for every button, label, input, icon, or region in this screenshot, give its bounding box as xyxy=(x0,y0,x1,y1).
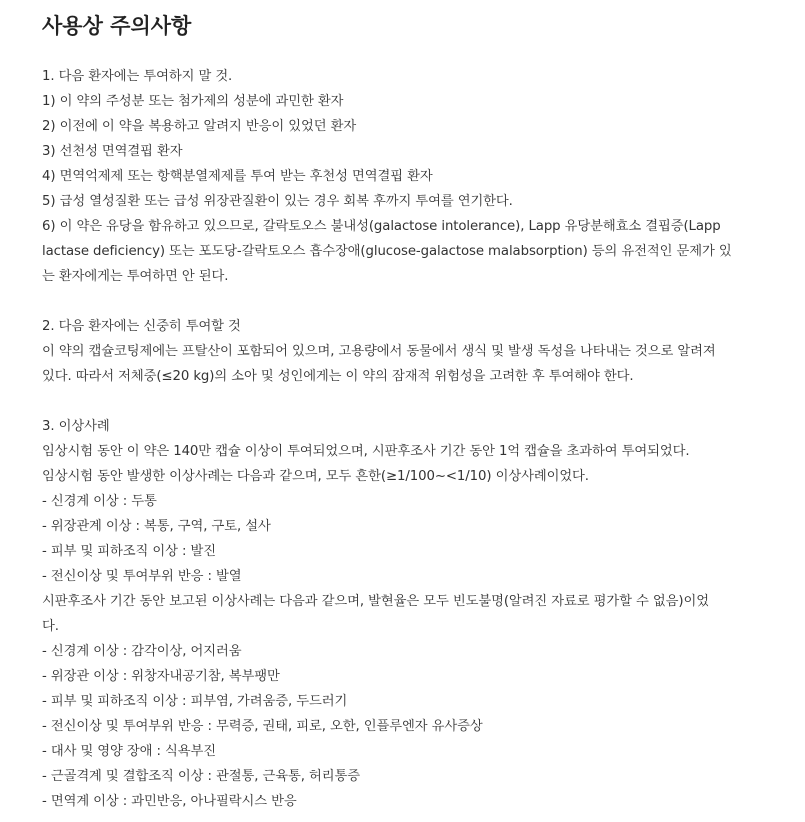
list-item: - 신경계 이상 : 두통 xyxy=(42,494,157,509)
list-item: - 근골격계 및 결합조직 이상 : 관절통, 근육통, 허리통증 xyxy=(42,769,360,784)
list-item: - 전신이상 및 투여부위 반응 : 무력증, 권태, 피로, 오한, 인플루엔자 유사증상 xyxy=(42,719,483,734)
text-line: 임상시험 동안 발생한 이상사례는 다음과 같으며, 모두 흔한(≥1/100~<1/10) 이상사례이었다. xyxy=(42,469,589,484)
list-item: - 피부 및 피하조직 이상 : 피부염, 가려움증, 두드러기 xyxy=(42,694,348,709)
list-item: - 위장관 이상 : 위창자내공기참, 복부팽만 xyxy=(42,669,280,684)
list-item: - 대사 및 영양 장애 : 식욕부진 xyxy=(42,744,217,759)
list-item: 4) 면역억제제 또는 항핵분열제제를 투여 받는 후천성 면역결핍 환자 xyxy=(42,169,433,184)
list-item: 6) 이 약은 유당을 함유하고 있으므로, 갈락토오스 불내성(galactose intolerance), Lapp 유당분해효소 결핍증(Lapp xyxy=(42,219,721,234)
section-spacer xyxy=(42,289,742,314)
list-item: 5) 급성 열성질환 또는 급성 위장관질환이 있는 경우 회복 후까지 투여를 연기한다. xyxy=(42,194,513,209)
text-line: 이 약의 캡슐코팅제에는 프탈산이 포함되어 있으며, 고용량에서 동물에서 생식 및 발생 독성을 나타내는 것으로 알려져 xyxy=(42,344,716,359)
section-spacer xyxy=(42,389,742,414)
text-line: 시판후조사 기간 동안 보고된 이상사례는 다음과 같으며, 발현율은 모두 빈도불명(알려진 자료로 평가할 수 없음)이었 xyxy=(42,594,709,609)
section-precautions xyxy=(42,314,742,389)
section-heading: 3. 이상사례 xyxy=(42,419,110,434)
text-line: 있다. 따라서 저체중(≤20 kg)의 소아 및 성인에게는 이 약의 잠재적 위험성을 고려한 후 투여해야 한다. xyxy=(42,369,634,384)
section-contraindications xyxy=(42,64,742,289)
list-item: 2) 이전에 이 약을 복용하고 알려지 반응이 있었던 환자 xyxy=(42,119,357,134)
list-item: - 면역계 이상 : 과민반응, 아나필락시스 반응 xyxy=(42,794,297,809)
text-line: 다. xyxy=(42,619,59,634)
document-body xyxy=(42,8,742,814)
list-item: 1) 이 약의 주성분 또는 첨가제의 성분에 과민한 환자 xyxy=(42,94,344,109)
page-title: 사용상 주의사항 xyxy=(42,14,192,38)
title-spacer xyxy=(42,44,742,64)
section-heading: 2. 다음 환자에는 신중히 투여할 것 xyxy=(42,319,241,334)
text-line: lactase deficiency) 또는 포도당-갈락토오스 흡수장애(glucose-galactose malabsorption) 등의 유전적인 문제가 있 xyxy=(42,244,732,259)
list-item: - 전신이상 및 투여부위 반응 : 발열 xyxy=(42,569,242,584)
list-item: - 위장관계 이상 : 복통, 구역, 구토, 설사 xyxy=(42,519,271,534)
section-heading: 1. 다음 환자에는 투여하지 말 것. xyxy=(42,69,233,84)
text-line: 임상시험 동안 이 약은 140만 캡슐 이상이 투여되었으며, 시판후조사 기간 동안 1억 캡슐을 초과하여 투여되었다. xyxy=(42,444,690,459)
text-line: 는 환자에게는 투여하면 안 된다. xyxy=(42,269,229,284)
list-item: - 피부 및 피하조직 이상 : 발진 xyxy=(42,544,217,559)
section-adverse-events xyxy=(42,414,742,814)
list-item: - 신경계 이상 : 감각이상, 어지러움 xyxy=(42,644,242,659)
list-item: 3) 선천성 면역결핍 환자 xyxy=(42,144,183,159)
